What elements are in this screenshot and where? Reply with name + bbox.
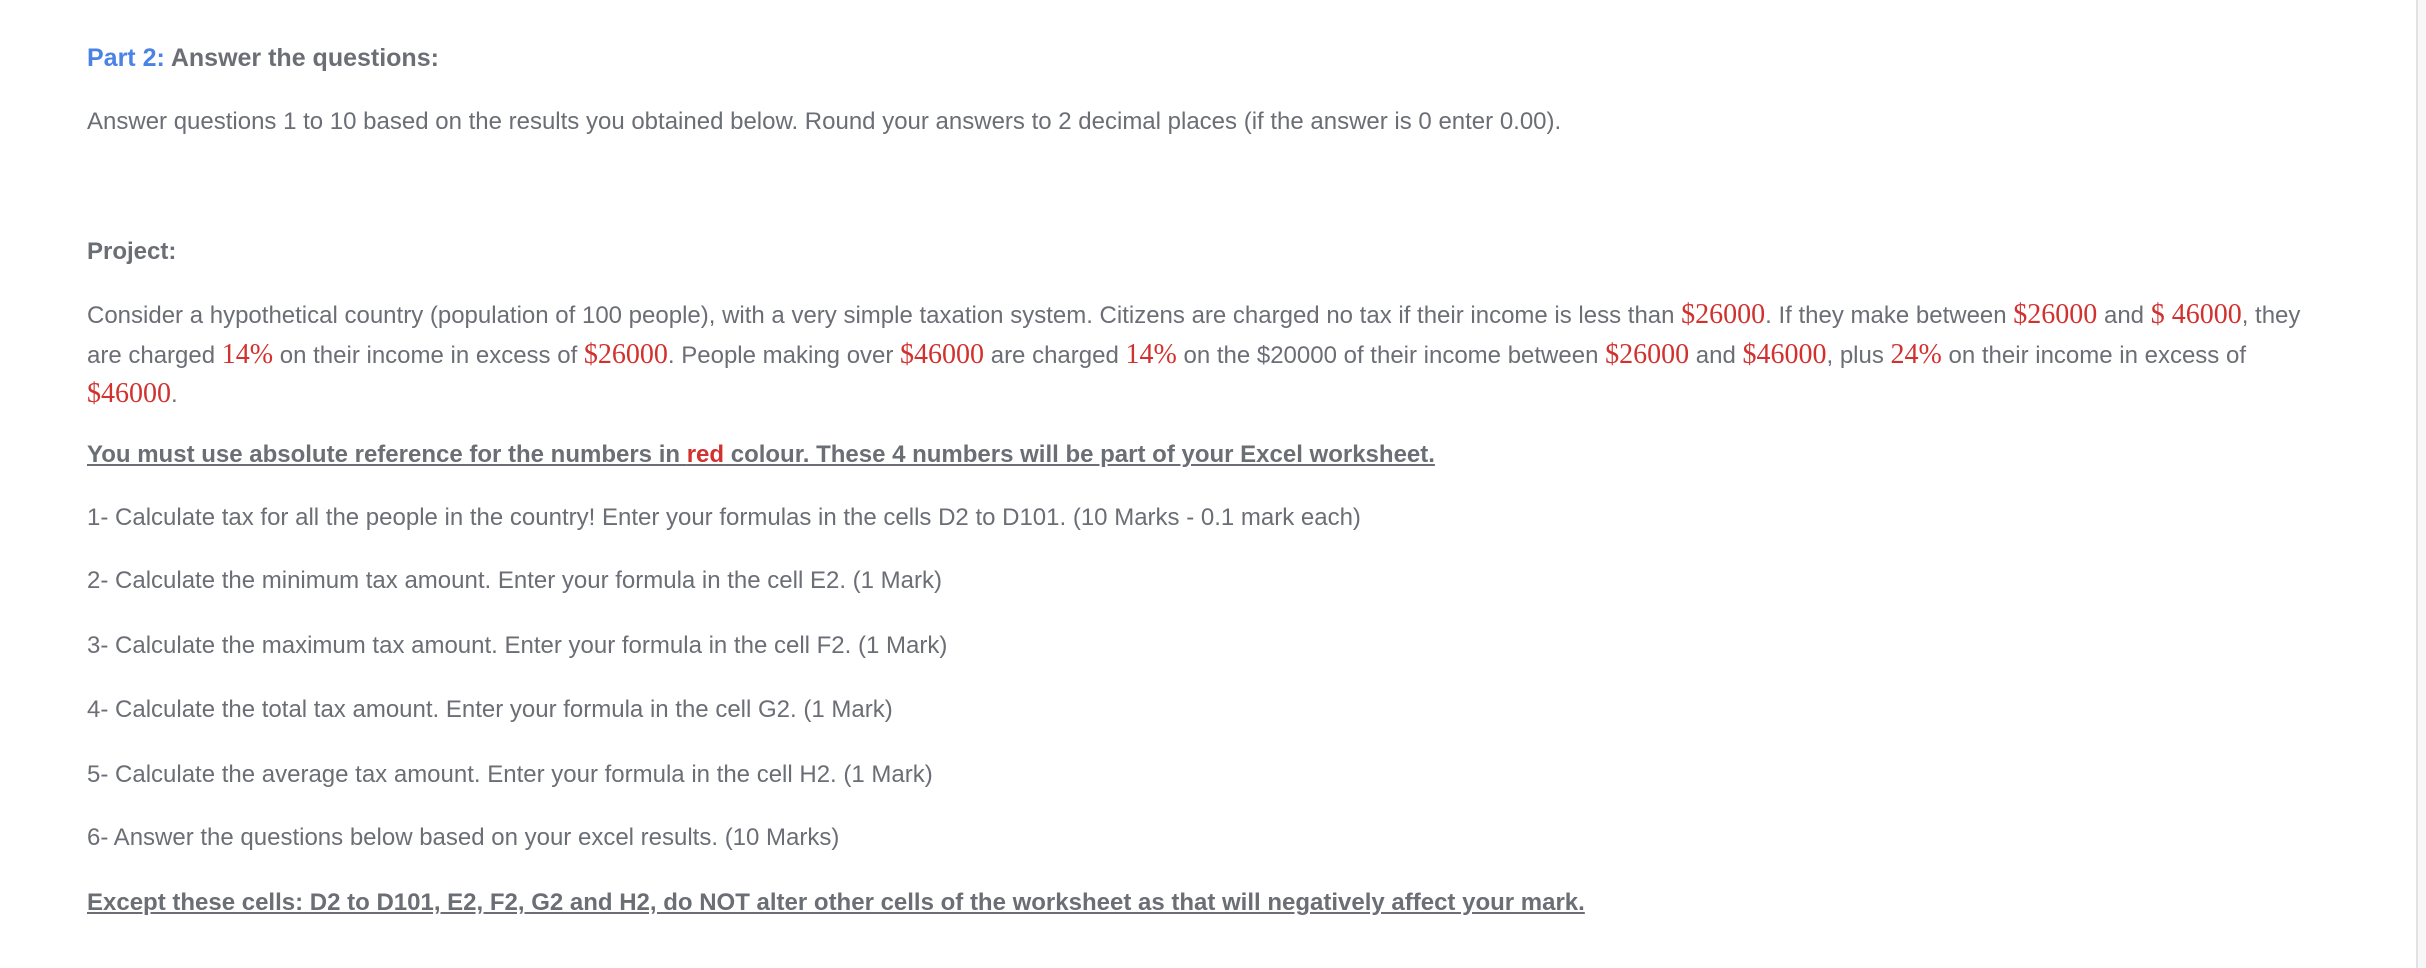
paragraph-text: . [171, 381, 178, 408]
paragraph-text: . People making over [667, 341, 901, 369]
paragraph-text: on the $20000 of their income between [1176, 341, 1606, 369]
question-6: 6- Answer the questions below based on your excel results. (10 Marks) [87, 824, 840, 851]
absolute-reference-note [87, 440, 1435, 470]
paragraph-text: on their income in excess of [1941, 341, 2246, 369]
intro-text: Answer questions 1 to 10 based on the results you obtained below. Round your answers to 2 decimal places (if the answer is 0 enter 0.00). [87, 108, 1562, 135]
red-value: $46000 [87, 378, 171, 409]
paragraph-text: on their income in excess of [273, 341, 584, 369]
question-1: 1- Calculate tax for all the people in the country! Enter your formulas in the cells D2 to D101. (10 Marks - 0.1 mark each) [87, 504, 1361, 531]
red-value: 24% [1890, 338, 1942, 370]
question-4: 4- Calculate the total tax amount. Enter your formula in the cell G2. (1 Mark) [87, 696, 893, 723]
paragraph-text: , they are charged [87, 302, 2301, 369]
part-label: Part 2: [87, 44, 165, 72]
red-value: $26000 [1605, 338, 1690, 370]
question-2: 2- Calculate the minimum tax amount. Enter your formula in the cell E2. (1 Mark) [87, 567, 942, 594]
question-5: 5- Calculate the average tax amount. Enter your formula in the cell H2. (1 Mark) [87, 761, 933, 788]
note-before: You must use absolute reference for the numbers in [87, 441, 687, 468]
note-red-word: red [686, 441, 725, 468]
red-value: $46000 [900, 338, 985, 370]
paragraph-text: Consider a hypothetical country (population of 100 people), with a very simple taxation system. Citizens are charged no tax if their income is less than [87, 302, 1682, 329]
heading-title: Answer the questions: [170, 44, 439, 72]
red-value: 14% [221, 338, 274, 370]
scrollbar[interactable] [2416, 0, 2426, 968]
red-value: $26000 [2013, 299, 2098, 330]
paragraph-text: and [1689, 341, 1743, 369]
red-value: $26000 [1681, 299, 1766, 330]
paragraph-text: , plus [1826, 341, 1891, 369]
project-paragraph [87, 296, 2327, 415]
paragraph-text: . If they make between [1765, 302, 2014, 329]
note-after: colour. These 4 numbers will be part of your Excel worksheet. [724, 441, 1435, 468]
warning-note: Except these cells: D2 to D101, E2, F2, G2 and H2, do NOT alter other cells of the worksheet as that will negatively affect your mark. [87, 889, 1585, 916]
paragraph-text: and [2097, 302, 2151, 329]
red-value: $26000 [583, 338, 668, 370]
project-label: Project: [87, 238, 177, 265]
question-3: 3- Calculate the maximum tax amount. Enter your formula in the cell F2. (1 Mark) [87, 632, 948, 659]
red-value: $46000 [1742, 338, 1827, 370]
red-value: $ 46000 [2150, 299, 2242, 330]
red-value: 14% [1125, 338, 1177, 370]
section-heading [87, 43, 439, 73]
paragraph-text: are charged [984, 341, 1126, 369]
